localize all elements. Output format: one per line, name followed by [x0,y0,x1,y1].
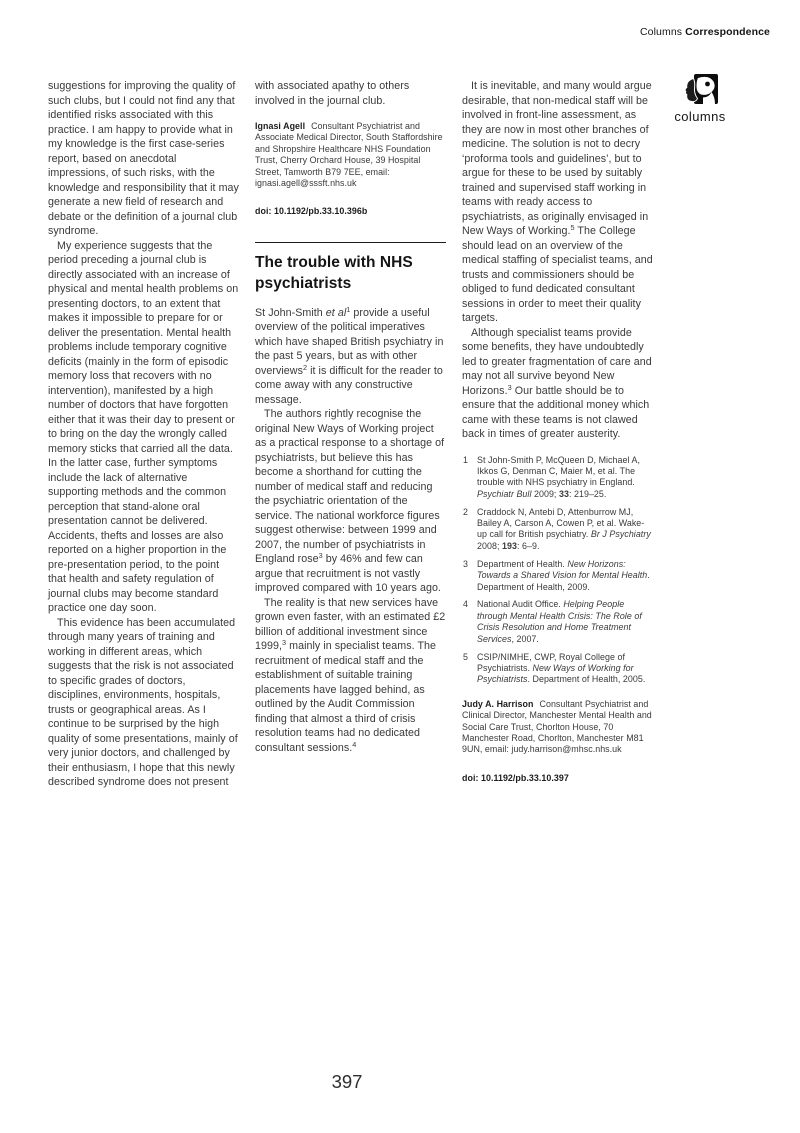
para: Although specialist teams provide some benefits, they have undoubtedly led to greater fragmentation of care and may not all survive beyond New Horizons.$^3$ Our battle should be to ensure that the additional money which came with these teams is not clawed back in times of greater austerity. [462,326,652,440]
para: The reality is that new services have grown even faster, with an estimated £2 billion of additional investment since 1999,$^3$ mainly in specialist teams. The recruitment of medical staff and the establishment of suitable training placements have lagged behind, as outlined by the Audit Commission finding that almost a third of crisis resolution teams had no dedicated consultant sessions.$^4$ [255,596,446,754]
text-column-1 [48,79,239,790]
ref-number: 2 [463,506,468,517]
heading: The trouble with NHS psychiatrists [255,253,413,293]
para: St John-Smith et $al^1$ provide a useful overview of the political imperatives which have shaped British psychiatry in the past 5 years, but as with other overviews$^2$ it is difficult for the reader to come away with any constructive message. [255,304,444,406]
section-label: Columns [639,26,683,38]
text-column-2 [255,79,446,755]
page-number: 397 [331,1071,363,1092]
ref-number: 5 [463,651,468,662]
para: This evidence has been accumulated through many years of training and working in different areas, which suggests that the risk is not associated to specific grades of doctors, disciplines, environments, hospitals, trusts or geographical areas. As I continue to be surprised by the high quality of some presentations, mainly of very junior doctors, and challenged by their enthusiasm, I hope that this newly described syndrome does not present [48,616,238,788]
sig: Judy A. Harrison Consultant Psychiatrist and Clinical Director, Manchester Mental Health and Social Care Trust, Chorlton House, 70 Manchester Road, Chorlton, Manchester M81 9UN, email: judy.harrison@mhsc.nhs.uk [462,698,652,755]
para: with associated apathy to others involved in the journal club. [255,80,410,107]
ref-number: 1 [463,454,468,465]
rule [255,242,446,243]
ref: 3 Department of Health. New Horizons: Towards a Shared Vision for Mental Health. Department of Health, 2009. [463,558,650,592]
ref: 5 CSIP/NIMHE, CWP, Royal College of Psychiatrists. New Ways of Working for Psychiatrists. Department of Health, 2005. [463,651,646,685]
section-breadcrumb [640,26,770,38]
doi: doi: 10.1192/pb.33.10.396b [255,206,368,217]
para: My experience suggests that the period preceding a journal club is directly associated with an increase of physical and mental health problems on presenting doctors, to an extent that makes it impossible to prepare for or deliver the presentation. Mental health problems include temporary cognitive deficits (mainly in the form of episodic memory loss that recovers with no intervention), manifested by a high number of doctors that have forgotten either that it was their day to present or to bring on the day the wrongly called memory sticks that carried all the data. In the latter case, further symptoms include the lack of alternative supporting methods and the common perception that stand-alone oral presentation cannot be delivered. Accidents, thefts and losses are also reported on a higher proportion in the pre-presentation period, to the point that health and safety regulation of journal clubs may become standard practice one day soon. [48,239,239,614]
doi: doi: 10.1192/pb.33.10.397 [462,772,569,783]
para: suggestions for improving the quality of such clubs, but I could not find any that identified risks associated with this practice. I am happy to provide what in my knowledge is the first case-series report, based on anecdotal impressions, of such risks, with the knowledge and responsibility that it may generate a new field of research and debate or the definition of a journal club syndrome. [48,80,239,237]
para: The authors rightly recognise the original New Ways of Working project as a practical response to a shortage of psychiatrists, but believe this has become a shorthand for cutting the number of medical staff and reducing the psychiatric orientation of the service. The national workforce figures suggest otherwise: between 1999 and 2007, the number of psychiatrists in England rose$^3$ by 46% and few can argue that recruitment is not vastly improved compared with 10 years ago. [255,408,445,595]
sig: Ignasi Agell Consultant Psychiatrist and Associate Medical Director, South Staffordshire and Shropshire Healthcare NHS Foundation Trust, Cherry Orchard House, 39 Hospital Street, Tamworth B79 7EE, email: ignasi.agell@sssft.nhs.uk [255,121,443,189]
ref-number: 4 [463,599,468,610]
ref: 2 Craddock N, Antebi D, Attenburrow MJ, Bailey A, Carson A, Cowen P, et al. Wake-up call for British psychiatry. Br J Psychiatry 2008; 193: 6–9. [463,506,651,551]
columns-brand [671,74,729,124]
columns-logo-icon [671,74,729,108]
ref: 4 National Audit Office. Helping People through Mental Health Crisis: The Role of Crisis Resolution and Home Treatment Services, 2007. [463,599,642,644]
ref: 1 St John-Smith P, McQueen D, Michael A, Ikkos G, Denman C, Maier M, et al. The trouble with NHS psychiatry in England. Psychiatr Bull 2009; 33: 219–25. [463,454,641,499]
para: It is inevitable, and many would argue desirable, that non-medical staff will be involved in front-line assessment, as they are now in most other branches of medicine. The solution is not to decry ‘proforma tools and guidelines’, but to argue for these to be used by suitably trained and supervised staff working in teams with ready access to psychiatrists, as originally envisaged in New Ways of Working.$^5$ The College should lead on an overview of the medical staffing of specialist teams, and trusts and commissioners should be obliged to fund dedicated consultant sessions in order to meet their quality targets. [462,80,653,324]
text-column-3 [462,79,653,784]
columns-logo-label: columns [674,109,726,124]
section-title: Correspondence [685,26,770,38]
ref-number: 3 [463,558,468,569]
